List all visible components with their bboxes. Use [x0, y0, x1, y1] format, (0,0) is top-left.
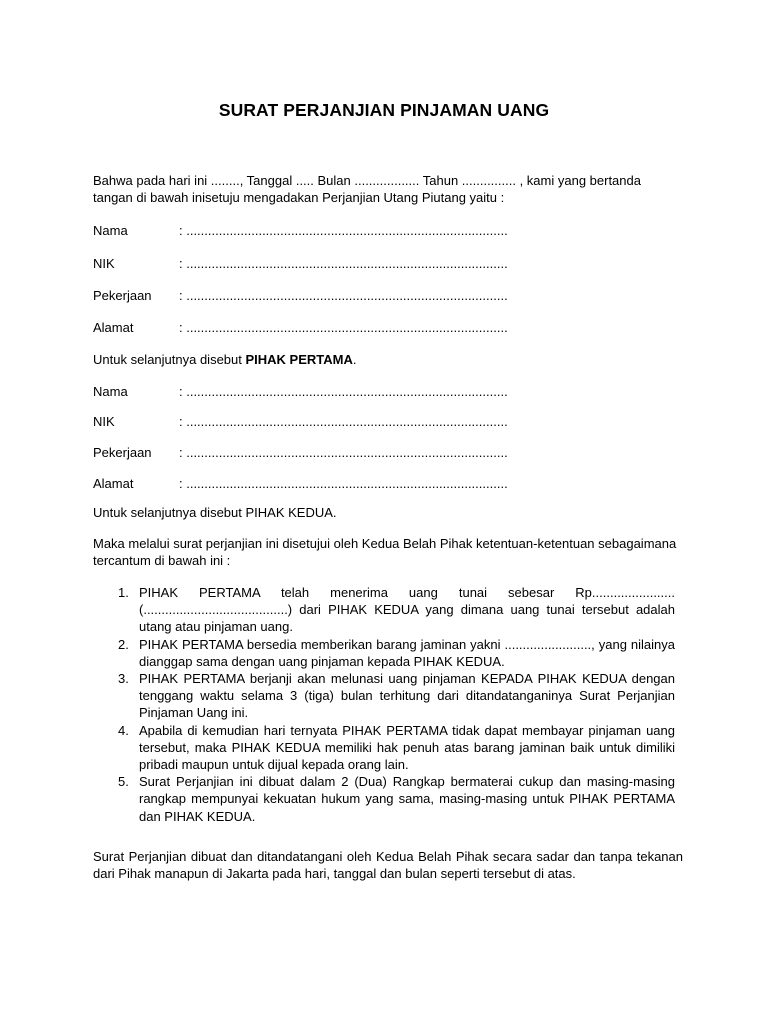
list-item-number: 2. — [118, 636, 129, 652]
field-value: : ......................................................................................... — [179, 223, 508, 238]
party2-nik-field — [93, 413, 508, 430]
party2-occupation-field — [93, 444, 508, 461]
list-item-text: PIHAK PERTAMA berjanji akan melunasi uang pinjaman KEPADA PIHAK KEDUA dengan tenggang waktu selama 3 (tiga) bulan terhitung dari ditandatanganinya Surat Perjanjian Pinjaman Uang ini. — [139, 671, 675, 721]
field-label: Nama — [93, 384, 128, 399]
field-value: : ......................................................................................... — [179, 445, 508, 460]
list-item-text: Surat Perjanjian ini dibuat dalam 2 (Dua) Rangkap bermaterai cukup dan masing-masing rangkap mempunyai kekuatan hukum yang sama, masing-masing untuk PIHAK PERTAMA dan PIHAK KEDUA. — [139, 774, 675, 824]
field-label: NIK — [93, 256, 115, 271]
field-label: Pekerjaan — [93, 445, 152, 460]
intro-paragraph: Bahwa pada hari ini ........, Tanggal ..... Bulan .................. Tahun ............... , kami yang bertanda tangan di bawah inisetuju mengadakan Perjanjian Utang Piutang yaitu : — [93, 173, 641, 205]
list-item-text: Apabila di kemudian hari ternyata PIHAK PERTAMA tidak dapat membayar pinjaman uang tersebut, maka PIHAK KEDUA memiliki hak penuh atas barang jaminan baik untuk dimiliki pribadi maupun untuk dijual kepada orang lain. — [139, 722, 675, 773]
field-label: Alamat — [93, 320, 134, 335]
party1-nik-field — [93, 255, 508, 272]
list-item-number: 3. — [118, 671, 129, 687]
party2-name-field — [93, 383, 508, 400]
list-item — [93, 773, 675, 825]
terms-intro: Maka melalui surat perjanjian ini disetujui oleh Kedua Belah Pihak ketentuan-ketentuan sebagaimana tercantum di bawah ini : — [93, 536, 677, 568]
field-label: Pekerjaan — [93, 288, 152, 303]
party1-occupation-field — [93, 287, 508, 304]
party1-name-field — [93, 222, 508, 239]
closing-paragraph: Surat Perjanjian dibuat dan ditandatangani oleh Kedua Belah Pihak secara sadar dan tanpa tekanan dari Pihak manapun di Jakarta pada hari, tanggal dan bulan seperti tersebut di atas. — [93, 849, 683, 881]
party1-closing-bold: PIHAK PERTAMA — [245, 352, 353, 367]
field-value: : ......................................................................................... — [179, 320, 508, 335]
field-label: Nama — [93, 223, 128, 238]
list-item — [93, 722, 675, 774]
party2-address-field — [93, 475, 508, 492]
field-value: : ......................................................................................... — [179, 414, 508, 429]
party1-address-field — [93, 319, 508, 336]
field-value: : ......................................................................................... — [179, 476, 508, 491]
list-item — [93, 636, 675, 670]
document-title: SURAT PERJANJIAN PINJAMAN UANG — [218, 100, 550, 120]
field-label: NIK — [93, 414, 115, 429]
list-item-text: PIHAK PERTAMA telah menerima uang tunai sebesar Rp....................... (........................................) dari PIHAK KEDUA yang dimana uang tunai tersebut adalah utang atau pinjaman uang. — [139, 585, 675, 635]
terms-list — [93, 584, 675, 825]
field-value: : ......................................................................................... — [179, 288, 508, 303]
party1-closing-suffix: . — [352, 352, 357, 367]
field-label: Alamat — [93, 476, 134, 491]
list-item-number: 4. — [118, 722, 129, 738]
party2-closing: Untuk selanjutnya disebut PIHAK KEDUA. — [93, 505, 337, 520]
field-value: : ......................................................................................... — [179, 256, 508, 271]
field-value: : ......................................................................................... — [179, 384, 508, 399]
list-item-text: PIHAK PERTAMA bersedia memberikan barang jaminan yakni ........................, yang nilainya dianggap sama dengan uang pinjaman kepada PIHAK KEDUA. — [139, 636, 675, 669]
list-item-number: 1. — [118, 585, 129, 600]
list-item — [93, 584, 675, 636]
list-item — [93, 670, 675, 722]
list-item-number: 5. — [118, 774, 129, 790]
party1-closing — [93, 351, 681, 368]
party1-closing-prefix: Untuk selanjutnya disebut — [93, 352, 246, 367]
